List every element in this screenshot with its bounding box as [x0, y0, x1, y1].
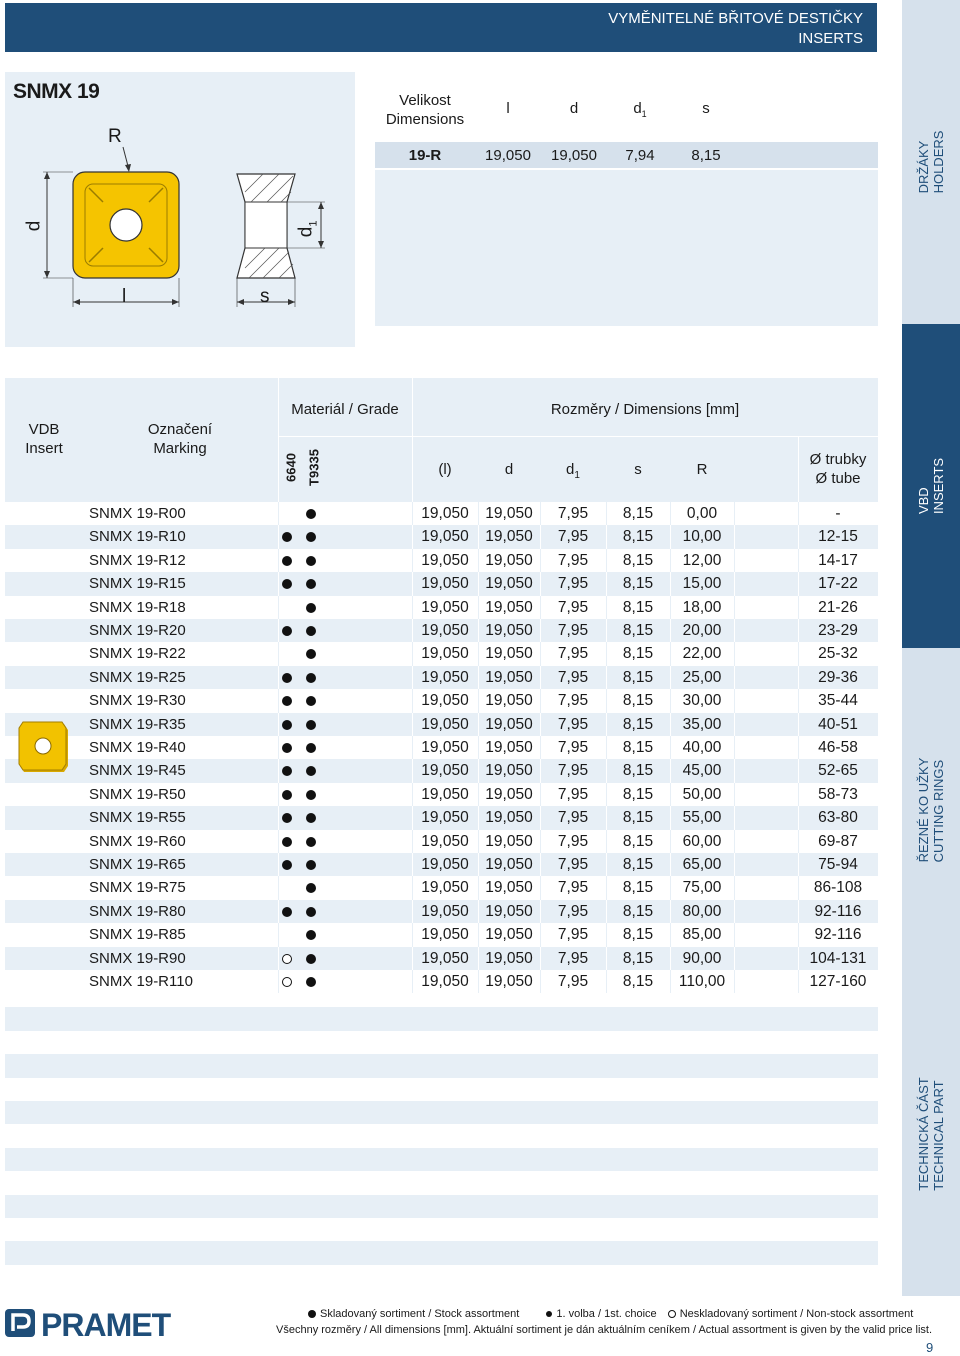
nonstock-dot-icon: [282, 977, 292, 987]
cell-d1: 7,95: [557, 505, 589, 522]
cell-d: 19,050: [485, 551, 533, 569]
cell-r: 45,00: [682, 762, 722, 780]
pramet-logo: [5, 1305, 177, 1341]
cell-s: 8,15: [622, 528, 654, 546]
table-row: [5, 923, 878, 946]
table-row: [5, 900, 878, 923]
tab-rings-en: CUTTING RINGS: [931, 759, 946, 863]
cell-s: 8,15: [622, 762, 654, 780]
header-title-cz: VYMĚNITELNÉ BŘITOVÉ DESTIČKY: [608, 10, 863, 27]
cell-s: 8,15: [622, 668, 654, 686]
tab-technical-part[interactable]: [902, 972, 960, 1296]
cell-s: 8,15: [622, 832, 654, 850]
cell-l: 19,050: [421, 528, 469, 546]
tab-inserts-cz: VBD: [916, 487, 931, 515]
cell-d: 19,050: [485, 809, 533, 827]
grade-header: Materiál / Grade: [291, 401, 399, 418]
cell-d1: 7,95: [557, 668, 589, 686]
table-row: [5, 619, 878, 642]
table-row: [5, 502, 878, 525]
empty-row: [5, 1031, 878, 1054]
cell-d1: 7,95: [557, 879, 589, 897]
dim-d: 19,050: [551, 147, 597, 164]
table-row: [5, 736, 878, 759]
cell-tube: 52-65: [818, 762, 858, 780]
row-marking: SNMX 19-R65: [89, 856, 186, 873]
cell-d1: 7,95: [557, 575, 589, 593]
legend: [300, 1308, 913, 1320]
label-d: d: [23, 220, 45, 232]
cell-d: 19,050: [485, 622, 533, 639]
cell-r: 22,00: [682, 645, 722, 663]
row-marking: SNMX 19-R00: [89, 505, 186, 522]
stock-dot-icon: [282, 860, 292, 870]
stock-dot-icon: [282, 813, 292, 823]
row-marking: SNMX 19-R50: [89, 785, 186, 803]
cell-r: 65,00: [682, 856, 722, 873]
cell-r: 60,00: [682, 832, 722, 850]
cell-s: 8,15: [622, 505, 654, 522]
row-marking: SNMX 19-R20: [89, 622, 186, 639]
tab-cutting-rings[interactable]: [902, 648, 960, 972]
cell-d1: 7,95: [557, 762, 589, 780]
stock-dot-icon: [306, 696, 316, 706]
stock-dot-icon: [306, 954, 316, 964]
cell-d: 19,050: [485, 739, 533, 756]
tab-inserts[interactable]: [902, 324, 960, 648]
tab-tech-cz: TECHNICKÁ ČÁST: [916, 1077, 931, 1191]
cell-l: 19,050: [421, 785, 469, 803]
cell-tube: 92-116: [814, 926, 862, 944]
cell-tube: 127-160: [809, 973, 867, 990]
empty-row: [5, 1007, 878, 1030]
cell-l: 19,050: [421, 622, 469, 639]
stock-dot-icon: [282, 907, 292, 917]
cell-d: 19,050: [485, 926, 533, 944]
stock-dot-icon: [282, 766, 292, 776]
cell-d1: 7,95: [557, 856, 589, 873]
nonstock-dot-icon: [668, 1310, 676, 1318]
cell-d: 19,050: [485, 879, 533, 897]
cell-r: 25,00: [682, 668, 722, 686]
dim-empty-row: [375, 196, 878, 222]
table-row: [5, 525, 878, 548]
stock-dot-icon: [306, 509, 316, 519]
cell-d1: 7,95: [557, 926, 589, 944]
dim-empty-row: [375, 222, 878, 248]
cell-d: 19,050: [485, 505, 533, 522]
table-row: [5, 970, 878, 993]
cell-tube: 86-108: [813, 879, 863, 897]
table-row: [5, 853, 878, 876]
cell-l: 19,050: [421, 926, 469, 944]
footer-note: Všechny rozměry / All dimensions [mm]. Aktuální sortiment je dán aktuálním ceníkem / Actual assortment is given by the valid price list.: [276, 1324, 932, 1336]
table-row: [5, 947, 878, 970]
cell-s: 8,15: [622, 856, 654, 873]
cell-r: 90,00: [682, 949, 722, 967]
row-marking: SNMX 19-R45: [89, 762, 186, 780]
row-marking: SNMX 19-R85: [89, 926, 186, 944]
row-marking: SNMX 19-R75: [89, 879, 186, 897]
cell-r: 50,00: [682, 785, 722, 803]
insert-photo: [18, 720, 70, 774]
cell-r: 20,00: [682, 622, 722, 639]
cell-d: 19,050: [485, 692, 533, 710]
logo-text: PRAMET: [41, 1307, 171, 1341]
cell-s: 8,15: [622, 902, 654, 920]
stock-dot-icon: [306, 930, 316, 940]
cell-l: 19,050: [421, 645, 469, 663]
cell-tube: 75-94: [818, 856, 858, 873]
row-marking: SNMX 19-R110: [89, 973, 193, 990]
tab-rings-cz: ŘEZNÉ KO UŽKY: [916, 757, 931, 863]
dimensions-header-title: Rozměry / Dimensions [mm]: [550, 401, 740, 418]
dim-col-s: s: [702, 100, 710, 117]
cell-d: 19,050: [485, 832, 533, 850]
row-marking: SNMX 19-R10: [89, 528, 186, 546]
label-r: R: [108, 126, 122, 147]
empty-row: [5, 1171, 878, 1194]
empty-row: [5, 1218, 878, 1241]
cell-d1: 7,95: [557, 739, 589, 756]
marking-header: Označení Marking: [147, 421, 213, 457]
label-d1: $d_1$: [295, 220, 320, 238]
page-header-bar: [5, 3, 877, 52]
cell-d: 19,050: [485, 856, 533, 873]
row-marking: SNMX 19-R18: [89, 598, 186, 616]
stock-dot-icon: [308, 1310, 316, 1318]
cell-r: 40,00: [682, 739, 722, 756]
cell-l: 19,050: [421, 598, 469, 616]
cell-d: 19,050: [485, 598, 533, 616]
cell-r: 80,00: [682, 902, 722, 920]
row-marking: SNMX 19-R25: [89, 668, 186, 686]
row-marking: SNMX 19-R15: [89, 575, 186, 593]
stock-dot-icon: [306, 673, 316, 683]
cell-l: 19,050: [421, 575, 469, 593]
cell-tube: -: [835, 505, 841, 522]
stock-dot-icon: [306, 720, 316, 730]
nonstock-dot-icon: [282, 954, 292, 964]
dim-empty-row: [375, 248, 878, 274]
table-row: [5, 830, 878, 853]
stock-dot-icon: [306, 626, 316, 636]
empty-row: [5, 1054, 878, 1077]
row-marking: SNMX 19-R60: [89, 832, 186, 850]
dim-size: 19-R: [408, 147, 442, 164]
cell-tube: 40-51: [818, 715, 858, 733]
cell-l: 19,050: [421, 879, 469, 897]
cell-r: 35,00: [682, 715, 722, 733]
stock-dot-icon: [282, 696, 292, 706]
size-label: Velikost Dimensions: [385, 92, 465, 128]
stock-dot-icon: [282, 532, 292, 542]
dim-col-d1: $d_1$: [633, 100, 647, 119]
model-title: SNMX 19: [13, 80, 100, 103]
cell-tube: 14-17: [818, 551, 858, 569]
cell-s: 8,15: [622, 973, 654, 990]
cell-l: 19,050: [421, 692, 469, 710]
cell-s: 8,15: [622, 715, 654, 733]
table-row: [5, 713, 878, 736]
row-marking: SNMX 19-R30: [89, 692, 186, 710]
dim-l: 19,050: [485, 147, 531, 164]
cell-l: 19,050: [421, 739, 469, 756]
cell-d: 19,050: [485, 949, 533, 967]
table-row: [5, 596, 878, 619]
cell-l: 19,050: [421, 973, 469, 990]
legend-nonstock: Neskladovaný sortiment / Non-stock assortment: [679, 1308, 914, 1320]
table-row: [5, 759, 878, 782]
cell-s: 8,15: [622, 575, 654, 593]
stock-dot-icon: [282, 579, 292, 589]
stock-dot-icon: [306, 977, 316, 987]
stock-dot-icon: [306, 883, 316, 893]
cell-l: 19,050: [421, 668, 469, 686]
stock-dot-icon: [306, 813, 316, 823]
stock-dot-icon: [306, 743, 316, 753]
page-number: 9: [926, 1340, 934, 1355]
grade-t9335: T9335: [306, 449, 322, 486]
stock-dot-icon: [282, 556, 292, 566]
row-marking: SNMX 19-R80: [89, 902, 186, 920]
cell-r: 55,00: [682, 809, 722, 827]
cell-l: 19,050: [421, 832, 469, 850]
cell-l: 19,050: [421, 505, 469, 522]
stock-dot-icon: [282, 837, 292, 847]
row-marking: SNMX 19-R35: [89, 715, 186, 733]
cell-s: 8,15: [622, 622, 654, 639]
empty-row: [5, 1101, 878, 1124]
cell-d: 19,050: [485, 668, 533, 686]
table-row: [5, 549, 878, 572]
cell-d1: 7,95: [557, 622, 589, 639]
header-title-en: INSERTS: [798, 30, 863, 47]
dim-d1: 7,94: [625, 147, 655, 164]
stock-dot-icon: [306, 860, 316, 870]
cell-tube: 12-15: [818, 528, 858, 546]
cell-r: 0,00: [686, 505, 718, 522]
label-s: s: [260, 286, 270, 307]
cell-d1: 7,95: [557, 902, 589, 920]
cell-l: 19,050: [421, 715, 469, 733]
dim-col-d: d: [569, 100, 579, 117]
cell-d1: 7,95: [557, 785, 589, 803]
cell-r: 18,00: [682, 598, 722, 616]
cell-tube: 25-32: [818, 645, 858, 663]
cell-r: 75,00: [682, 879, 722, 897]
stock-dot-icon: [306, 649, 316, 659]
cell-d1: 7,95: [557, 809, 589, 827]
cell-tube: 35-44: [818, 692, 858, 710]
cell-d1: 7,95: [557, 832, 589, 850]
cell-tube: 63-80: [818, 809, 858, 827]
cell-s: 8,15: [622, 809, 654, 827]
stock-dot-icon: [306, 837, 316, 847]
cell-d1: 7,95: [557, 949, 589, 967]
cell-r: 12,00: [682, 551, 722, 569]
cell-l: 19,050: [421, 856, 469, 873]
col-d: d: [504, 461, 514, 478]
legend-first-choice: 1. volba / 1st. choice: [556, 1308, 657, 1320]
stock-dot-icon: [282, 743, 292, 753]
table-row: [5, 783, 878, 806]
cell-s: 8,15: [622, 785, 654, 803]
table-row: [5, 876, 878, 899]
cell-s: 8,15: [622, 739, 654, 756]
cell-l: 19,050: [421, 949, 469, 967]
cell-r: 110,00: [678, 973, 726, 990]
stock-dot-icon: [282, 673, 292, 683]
table-row: [5, 572, 878, 595]
cell-r: 10,00: [682, 528, 722, 546]
cell-d1: 7,95: [557, 973, 589, 990]
dimensions-row: [375, 142, 878, 168]
vdb-header: VDB Insert: [25, 421, 63, 457]
tab-inserts-en: INSERTS: [931, 457, 946, 515]
stock-dot-icon: [306, 556, 316, 566]
cell-d: 19,050: [485, 645, 533, 663]
tab-holders-cz: DRŽÁKY: [916, 140, 931, 194]
insert-diagram-panel: [5, 72, 355, 347]
grade-6640: 6640: [283, 453, 299, 482]
row-marking: SNMX 19-R90: [89, 949, 186, 967]
cell-l: 19,050: [421, 551, 469, 569]
row-marking: SNMX 19-R55: [89, 809, 186, 827]
cell-tube: 23-29: [818, 622, 858, 639]
col-tube: Ø trubky Ø tube: [809, 451, 867, 487]
row-marking: SNMX 19-R22: [89, 645, 186, 663]
cell-d: 19,050: [485, 785, 533, 803]
cell-l: 19,050: [421, 762, 469, 780]
cell-d: 19,050: [485, 715, 533, 733]
cell-tube: 92-116: [814, 902, 862, 920]
table-row: [5, 642, 878, 665]
col-s: s: [634, 461, 642, 478]
cell-d1: 7,95: [557, 598, 589, 616]
first-choice-dot-icon: [546, 1311, 552, 1317]
dim-empty-row: [375, 274, 878, 300]
empty-row: [5, 1148, 878, 1171]
cell-tube: 21-26: [818, 598, 858, 616]
cell-r: 85,00: [682, 926, 722, 944]
cell-l: 19,050: [421, 902, 469, 920]
stock-dot-icon: [306, 579, 316, 589]
cell-d1: 7,95: [557, 692, 589, 710]
empty-row: [5, 1124, 878, 1147]
cell-tube: 17-22: [818, 575, 858, 593]
col-d1: $d_1$: [566, 461, 580, 481]
cell-s: 8,15: [622, 598, 654, 616]
row-marking: SNMX 19-R12: [89, 551, 186, 569]
empty-row: [5, 1241, 878, 1264]
stock-dot-icon: [282, 720, 292, 730]
cell-s: 8,15: [622, 692, 654, 710]
dim-s: 8,15: [691, 147, 721, 164]
label-l: l: [122, 286, 127, 307]
dimensions-header: [375, 72, 878, 139]
cell-s: 8,15: [622, 645, 654, 663]
stock-dot-icon: [306, 766, 316, 776]
cell-d: 19,050: [485, 902, 533, 920]
cell-d: 19,050: [485, 762, 533, 780]
cell-d1: 7,95: [557, 645, 589, 663]
cell-tube: 58-73: [818, 785, 858, 803]
stock-dot-icon: [282, 626, 292, 636]
tab-tech-en: TECHNICAL PART: [931, 1080, 946, 1191]
dim-empty-row: [375, 170, 878, 196]
legend-stock: Skladovaný sortiment / Stock assortment: [320, 1308, 520, 1320]
table-row: [5, 806, 878, 829]
cell-tube: 46-58: [818, 739, 858, 756]
dim-col-l: l: [506, 100, 510, 117]
table-row: [5, 689, 878, 712]
col-l: (l): [438, 461, 452, 478]
cell-tube: 29-36: [818, 668, 858, 686]
table-row: [5, 666, 878, 689]
cell-d: 19,050: [485, 575, 533, 593]
stock-dot-icon: [282, 790, 292, 800]
cell-s: 8,15: [622, 879, 654, 897]
cell-r: 15,00: [682, 575, 722, 593]
cell-d1: 7,95: [557, 715, 589, 733]
cell-d: 19,050: [485, 528, 533, 546]
row-marking: SNMX 19-R40: [89, 739, 186, 756]
stock-dot-icon: [306, 603, 316, 613]
cell-s: 8,15: [622, 551, 654, 569]
dim-empty-row: [375, 300, 878, 326]
cell-l: 19,050: [421, 809, 469, 827]
stock-dot-icon: [306, 790, 316, 800]
section-tabs: [902, 0, 960, 1296]
cell-tube: 69-87: [818, 832, 858, 850]
cell-s: 8,15: [622, 926, 654, 944]
cell-d1: 7,95: [557, 528, 589, 546]
cell-s: 8,15: [622, 949, 654, 967]
cell-d: 19,050: [485, 973, 533, 990]
col-r: R: [696, 461, 708, 478]
empty-row: [5, 1078, 878, 1101]
tab-holders[interactable]: [902, 0, 960, 324]
empty-row: [5, 1195, 878, 1218]
cell-r: 30,00: [682, 692, 722, 710]
tab-holders-en: HOLDERS: [931, 130, 946, 194]
stock-dot-icon: [306, 532, 316, 542]
stock-dot-icon: [306, 907, 316, 917]
cell-tube: 104-131: [809, 949, 867, 967]
cell-d1: 7,95: [557, 551, 589, 569]
